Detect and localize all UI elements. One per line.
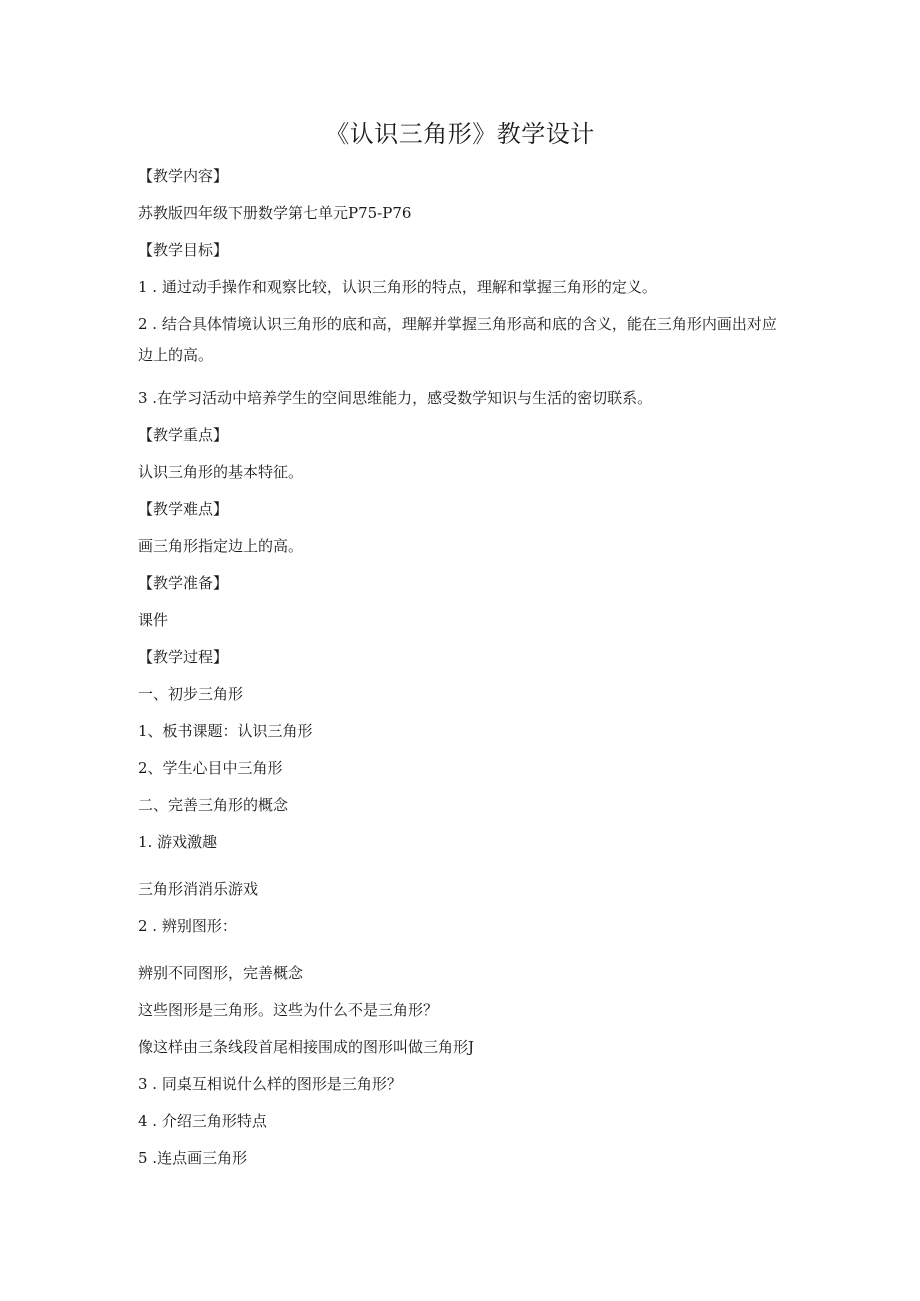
process-step: 1、板书课题：认识三角形 — [138, 722, 313, 740]
process-text: 三角形消消乐游戏 — [138, 880, 259, 898]
process-part-1: 一、初步三角形 — [138, 685, 244, 703]
process-step: 1. 游戏激趣 — [138, 833, 218, 851]
section-heading-preparation: 【教学准备】 — [138, 574, 229, 592]
section-heading-difficulties: 【教学难点】 — [138, 500, 229, 518]
process-step: 5 .连点画三角形 — [138, 1149, 248, 1167]
key-points-text: 认识三角形的基本特征。 — [138, 463, 304, 481]
process-step: 2 . 辨别图形： — [138, 917, 237, 935]
section-heading-content: 【教学内容】 — [138, 167, 229, 185]
document-title: 《认识三角形》教学设计 — [325, 120, 595, 148]
preparation-text: 课件 — [138, 611, 169, 629]
process-text: 像这样由三条线段首尾相接围成的图形叫做三角形J — [138, 1038, 475, 1056]
content-text: 苏教版四年级下册数学第七单元P75-P76 — [138, 204, 412, 222]
objective-item-3: 3 .在学习活动中培养学生的空间思维能力，感受数学知识与生活的密切联系。 — [138, 389, 653, 407]
section-heading-objectives: 【教学目标】 — [138, 241, 229, 259]
process-step: 4 . 介绍三角形特点 — [138, 1112, 267, 1130]
objective-item-1: 1 . 通过动手操作和观察比较，认识三角形的特点，理解和掌握三角形的定义。 — [138, 278, 657, 296]
process-step: 3 . 同桌互相说什么样的图形是三角形？ — [138, 1075, 402, 1093]
process-step: 2、学生心目中三角形 — [138, 759, 283, 777]
section-heading-process: 【教学过程】 — [138, 648, 229, 666]
process-text: 辨别不同图形，完善概念 — [138, 964, 304, 982]
process-text: 这些图形是三角形。这些为什么不是三角形？ — [138, 1001, 439, 1019]
objective-item-2: 2 . 结合具体情境认识三角形的底和高，理解并掌握三角形高和底的含义，能在三角形内画出对应边上的高。 — [138, 315, 777, 364]
section-heading-key-points: 【教学重点】 — [138, 426, 229, 444]
difficulties-text: 画三角形指定边上的高。 — [138, 537, 304, 555]
process-part-2: 二、完善三角形的概念 — [138, 796, 289, 814]
